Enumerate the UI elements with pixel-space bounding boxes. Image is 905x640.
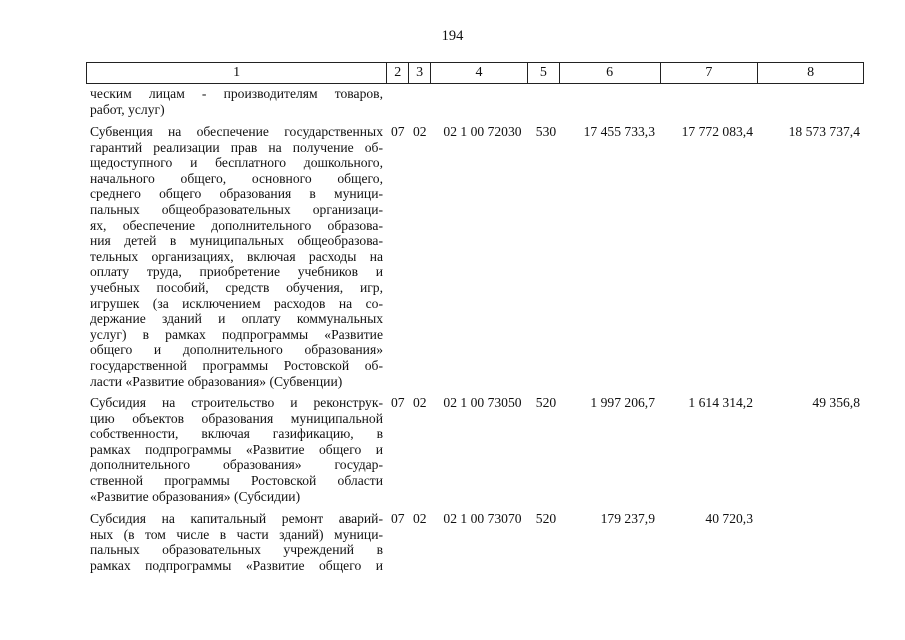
cell-value-3: 18 573 737,4 — [788, 124, 860, 139]
header-col-8: 8 — [807, 65, 815, 80]
cell-rz: 07 — [391, 511, 405, 526]
table-header-row — [86, 62, 864, 84]
cell-csr — [431, 86, 528, 117]
description-line: ных (в том числе в части зданий) муници- — [90, 526, 383, 542]
description-line: ственной программы Ростовской области — [90, 472, 383, 488]
header-col-7: 7 — [661, 63, 759, 83]
description-line: тельных организациях, включая расходы на — [90, 248, 383, 264]
table-row — [86, 124, 864, 389]
row-description — [86, 86, 387, 117]
description-line: ях, обеспечение дополнительного образова- — [90, 217, 383, 233]
description-line: рамках подпрограммы «Развитие общего и — [90, 441, 383, 457]
cell-csr: 02 1 00 73050 — [443, 395, 522, 410]
description-line: щедоступного и бесплатного дошкольного, — [90, 155, 383, 171]
header-col-2: 2 — [387, 63, 409, 83]
description-line: ния детей в муниципальных общеобразова- — [90, 233, 383, 249]
description-line: услуг) в рамках подпрограммы «Развитие — [90, 326, 383, 342]
table-row — [86, 511, 864, 573]
description-line: среднего общего образования в муници- — [90, 186, 383, 202]
description-line: Субвенция на обеспечение государственных — [90, 124, 383, 139]
description-line: работ, услуг) — [90, 101, 165, 117]
description-line: Субсидия на строительство и реконструк- — [90, 395, 383, 410]
cell-value-1: 1 997 206,7 — [590, 395, 655, 410]
header-col-5: 5 — [528, 63, 560, 83]
cell-pr: 02 — [413, 124, 427, 139]
description-line: цию объектов образования муниципальной — [90, 410, 383, 426]
page-number: 194 — [441, 28, 464, 44]
cell-value-1: 179 237,9 — [600, 511, 655, 526]
description-line: рамках подпрограммы «Развитие общего и — [90, 557, 383, 573]
description-line: государственной программы Ростовской об- — [90, 357, 383, 373]
description-line: собственности, включая газификацию, в — [90, 426, 383, 442]
cell-vr — [528, 86, 560, 117]
cell-csr: 02 1 00 73070 — [443, 511, 522, 526]
description-line: Субсидия на капитальный ремонт аварий- — [90, 511, 383, 526]
table-row — [86, 86, 864, 117]
cell-vr: 530 — [535, 124, 557, 139]
cell-value-3: 49 356,8 — [812, 395, 860, 410]
cell-pr — [409, 86, 431, 117]
cell-value-2 — [661, 86, 759, 117]
row-description — [86, 511, 387, 573]
cell-pr: 02 — [413, 511, 427, 526]
cell-rz — [387, 86, 409, 117]
header-col-6: 6 — [560, 63, 661, 83]
cell-value-2: 40 720,3 — [705, 511, 753, 526]
header-col-1: 1 — [87, 63, 387, 83]
description-line: «Развитие образования» (Субсидии) — [90, 488, 301, 504]
description-line: дополнительного образования» государ- — [90, 457, 383, 473]
header-col-4: 4 — [431, 63, 528, 83]
description-line: ческим лицам - производителям товаров, — [90, 86, 383, 101]
description-line: ласти «Развитие образования» (Субвенции) — [90, 373, 343, 389]
cell-value-2: 17 772 083,4 — [681, 124, 753, 139]
cell-value-1: 17 455 733,3 — [583, 124, 655, 139]
description-line: оплату труда, приобретение учебников и — [90, 264, 383, 280]
cell-vr: 520 — [535, 511, 557, 526]
description-line: учебных пособий, средств обучения, игр, — [90, 279, 383, 295]
row-description — [86, 124, 387, 389]
description-line: общего и дополнительного образования» — [90, 342, 383, 358]
description-line: пальных образовательных учреждений в — [90, 542, 383, 558]
cell-value-2: 1 614 314,2 — [688, 395, 753, 410]
cell-rz: 07 — [391, 124, 405, 139]
description-line: держание зданий и оплату коммунальных — [90, 311, 383, 327]
cell-csr: 02 1 00 72030 — [443, 124, 522, 139]
description-line: гарантий реализации прав на получение об- — [90, 139, 383, 155]
row-description — [86, 395, 387, 504]
cell-value-3 — [759, 86, 864, 117]
description-line: пальных общеобразовательных организаци- — [90, 201, 383, 217]
table-row — [86, 395, 864, 504]
cell-value-3 — [759, 511, 864, 573]
cell-vr: 520 — [535, 395, 557, 410]
cell-pr: 02 — [413, 395, 427, 410]
cell-value-1 — [560, 86, 661, 117]
header-col-3: 3 — [409, 63, 431, 83]
description-line: начального общего, основного общего, — [90, 170, 383, 186]
cell-rz: 07 — [391, 395, 405, 410]
description-line: игрушек (за исключением расходов на со- — [90, 295, 383, 311]
